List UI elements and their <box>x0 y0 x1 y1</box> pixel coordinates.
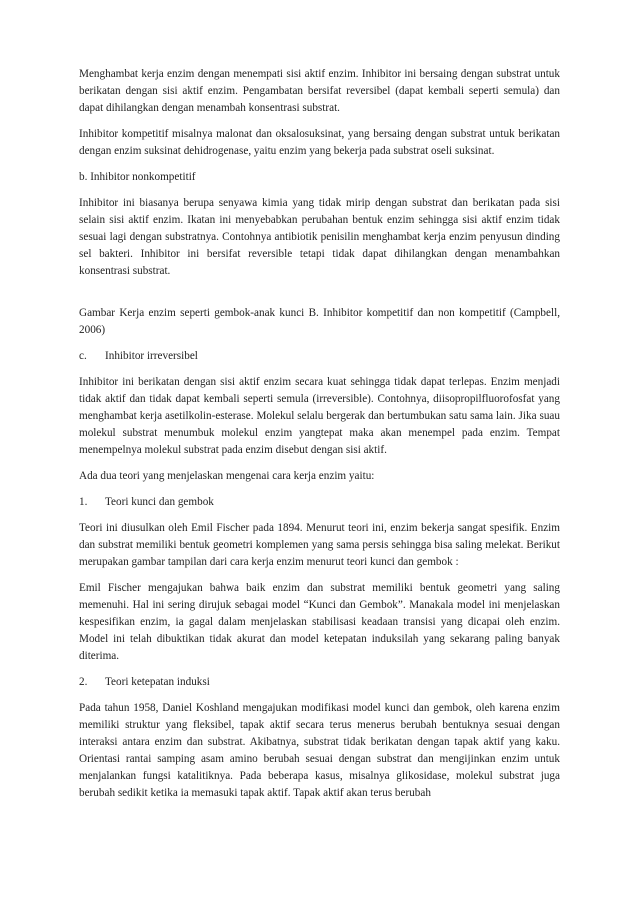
heading-lock-and-key-text: Teori kunci dan gembok <box>105 496 214 508</box>
paragraph-fischer: Emil Fischer mengajukan bahwa baik enzim dan substrat memiliki bentuk geometri yang saling memenuhi. Hal ini sering dirujuk sebagai model “Kunci dan Gembok”. Manakala model ini menjelaskan kespesifikan enzim, ia gagal dalam menjelaskan stabilisasi keadaan transisi yang dicapai oleh enzim. Model ini telah dibuktikan tidak akurat dan model ketepatan induksilah yang sekarang paling banyak diterima. <box>79 582 560 662</box>
paragraph-induced-fit: Pada tahun 1958, Daniel Koshland mengajukan modifikasi model kunci dan gembok, oleh karena enzim memiliki struktur yang fleksibel, tapak aktif secara terus menerus berubah bentuknya sesuai dengan interaksi antara enzim dan substrat. Akibatnya, substrat tidak berikatan dengan tapak aktif yang kaku. Orientasi rantai samping asam amino berubah sesuai dengan substrat dan mengijinkan enzim untuk menjalankan fungsi katalitiknya. Pada beberapa kasus, misalnya glikosidase, molekul substrat juga berubah sedikit ketika ia memasuki tapak aktif. Tapak aktif akan terus berubah <box>79 702 560 799</box>
paragraph-irreversible: Inhibitor ini berikatan dengan sisi aktif enzim secara kuat sehingga tidak dapat terlepas. Enzim menjadi tidak aktif dan tidak dapat kembali seperti semula (irreversible). Contohnya, diisopropilfluorofosfat yang menghambat kerja asetilkolin-esterase. Molekul selalu bergerak dan bertumbukan satu sama lain. Jika suau molekul substrat menumbuk molekul enzim yangtepat maka akan menempel pada enzim. Tempat menempelnya molekul substrat pada enzim disebut dengan sisi aktif. <box>79 376 560 456</box>
paragraph-competitive-inhibition: Menghambat kerja enzim dengan menempati sisi aktif enzim. Inhibitor ini bersaing dengan substrat untuk berikatan dengan sisi aktif enzim. Pengambatan bersifat reversibel (dapat kembali seperti semula) dan dapat dihilangkan dengan menambah konsentrasi substrat. <box>79 68 560 114</box>
heading-irreversible <box>79 348 560 365</box>
paragraph-competitive-example: Inhibitor kompetitif misalnya malonat dan oksalosuksinat, yang bersaing dengan substrat untuk berikatan dengan enzim suksinat dehidrogenase, yaitu enzim yang bekerja pada substrat oseli suksinat. <box>79 128 560 157</box>
heading-irreversible-text: Inhibitor irreversibel <box>105 350 198 362</box>
heading-lock-and-key <box>79 494 560 511</box>
heading-induced-fit-text: Teori ketepatan induksi <box>105 676 210 688</box>
heading-irreversible-number: c. <box>79 350 87 362</box>
figure-caption: Gambar Kerja enzim seperti gembok-anak kunci B. Inhibitor kompetitif dan non kompetitif (Campbell, 2006) <box>79 307 560 336</box>
heading-induced-fit <box>79 674 560 691</box>
document-page <box>79 66 560 802</box>
heading-noncompetitive: b. Inhibitor nonkompetitif <box>79 171 196 183</box>
paragraph-lock-and-key: Teori ini diusulkan oleh Emil Fischer pada 1894. Menurut teori ini, enzim bekerja sangat spesifik. Enzim dan substrat memiliki bentuk geometri komplemen yang sama persis sehingga bisa saling melekat. Berikut merupakan gambar tampilan dari cara kerja enzim menurut teori kunci dan gembok : <box>79 522 560 568</box>
paragraph-two-theories: Ada dua teori yang menjelaskan mengenai cara kerja enzim yaitu: <box>79 470 375 482</box>
heading-induced-fit-number: 2. <box>79 676 88 688</box>
paragraph-noncompetitive: Inhibitor ini biasanya berupa senyawa kimia yang tidak mirip dengan substrat dan berikatan pada sisi selain sisi aktif enzim. Ikatan ini menyebabkan perubahan bentuk enzim sehingga sisi aktif enzim tidak sesuai lagi dengan substratnya. Contohnya antibiotik penisilin menghambat kerja enzim penyusun dinding sel bakteri. Inhibitor ini bersifat reversible tetapi tidak dapat dihilangkan dengan menambahkan konsentrasi substrat. <box>79 197 560 277</box>
heading-lock-and-key-number: 1. <box>79 496 88 508</box>
